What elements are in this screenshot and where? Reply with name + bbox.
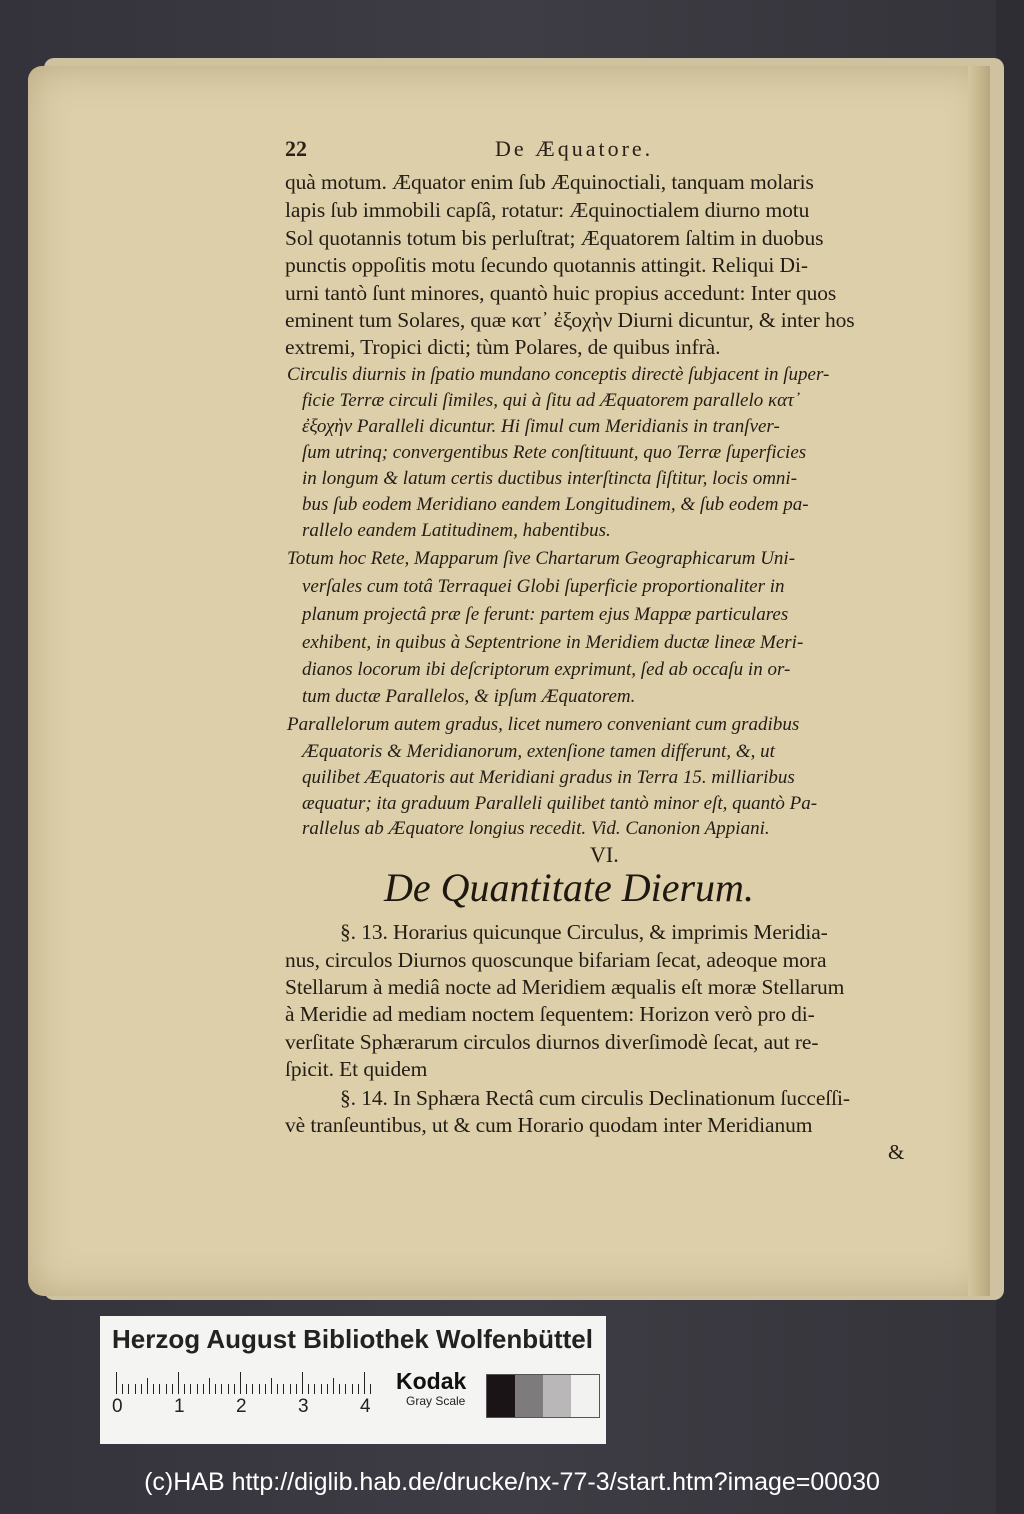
ruler-tick xyxy=(203,1384,204,1394)
ruler-tick xyxy=(116,1372,117,1394)
text-line: verſitate Sphærarum circulos diurnos diverſimodè ſecat, aut re- xyxy=(285,1030,819,1054)
text-line: Stellarum à mediâ nocte ad Meridiem æqualis eſt moræ Stellarum xyxy=(285,975,845,999)
ruler-number: 0 xyxy=(112,1396,123,1417)
ruler-tick xyxy=(271,1378,272,1394)
text-line: Sol quotannis totum bis perluſtrat; Æquatorem ſaltim in duobus xyxy=(285,226,824,250)
ruler-tick xyxy=(345,1384,346,1394)
ruler-tick xyxy=(339,1384,340,1394)
note-line: Circulis diurnis in ſpatio mundano conceptis directè ſubjacent in ſuper- xyxy=(287,364,830,385)
ruler-tick xyxy=(364,1372,365,1394)
ruler-tick xyxy=(166,1384,167,1394)
note-line: Totum hoc Rete, Mapparum ſive Chartarum Geographicarum Uni- xyxy=(287,548,796,569)
ruler-tick xyxy=(327,1384,328,1394)
ruler-tick xyxy=(265,1384,266,1394)
ruler-tick xyxy=(228,1384,229,1394)
text-line: nus, circulos Diurnos quoscunque bifariam ſecat, adeoque mora xyxy=(285,948,827,972)
text-line: à Meridie ad mediam noctem ſequentem: Horizon verò pro di- xyxy=(285,1002,815,1026)
text-line: lapis ſub immobili capſâ, rotatur: Æquinoctialem diurno motu xyxy=(285,198,810,222)
note-line: tum ductæ Parallelos, & ipſum Æquatorem. xyxy=(302,686,636,707)
ruler-tick xyxy=(333,1378,334,1394)
ruler-tick xyxy=(314,1384,315,1394)
note-line: planum projectâ præ ſe ferunt: partem ejus Mappæ particulares xyxy=(302,604,789,625)
text-line: §. 14. In Sphæra Rectâ cum circulis Declinationum ſucceſſi- xyxy=(340,1086,850,1110)
ruler-tick xyxy=(209,1378,210,1394)
note-line: ficie Terræ circuli ſimiles, qui à ſitu ad Æquatorem parallelo κατ᾽ xyxy=(302,390,801,411)
gray-swatch xyxy=(515,1375,543,1417)
note-line: Æquatoris & Meridianorum, extenſione tamen differunt, &, ut xyxy=(302,741,775,762)
note-line: exhibent, in quibus à Septentrione in Meridiem ductæ lineæ Meri- xyxy=(302,632,804,653)
ruler-tick xyxy=(135,1384,136,1394)
note-line: in longum & latum certis ductibus interſtincta ſiſtitur, locis omni- xyxy=(302,468,798,489)
note-line: Parallelorum autem gradus, licet numero conveniant cum gradibus xyxy=(287,714,800,735)
text-line: vè tranſeuntibus, ut & cum Horario quodam inter Meridianum xyxy=(285,1113,813,1137)
note-line: bus ſub eodem Meridiano eandem Longitudinem, & ſub eodem pa- xyxy=(302,494,809,515)
note-line: verſales cum totâ Terraquei Globi ſuperficie proportionaliter in xyxy=(302,576,785,597)
ruler-tick xyxy=(246,1384,247,1394)
text-line: extremi, Tropici dicti; tùm Polares, de quibus infrà. xyxy=(285,335,721,359)
note-line: quilibet Æquatoris aut Meridiani gradus in Terra 15. milliaribus xyxy=(302,767,795,788)
ruler-tick xyxy=(290,1384,291,1394)
ruler-tick xyxy=(252,1384,253,1394)
note-line: ſum utrinq; convergentibus Rete conſtituunt, quo Terræ ſuperficies xyxy=(302,442,807,463)
ruler-tick xyxy=(352,1384,353,1394)
ruler-scale xyxy=(112,1370,374,1417)
ruler-tick xyxy=(221,1384,222,1394)
copyright-footer: (c)HAB http://diglib.hab.de/drucke/nx-77-3/start.htm?image=00030 xyxy=(144,1468,880,1496)
ruler-tick xyxy=(153,1384,154,1394)
text-line: quà motum. Æquator enim ſub Æquinoctiali, tanquam molaris xyxy=(285,170,814,194)
note-line: rallelus ab Æquatore longius recedit. Vid. Canonion Appiani. xyxy=(302,818,770,839)
ruler-number: 1 xyxy=(174,1396,185,1417)
ruler-tick xyxy=(302,1372,303,1394)
ruler-tick xyxy=(147,1378,148,1394)
page-number: 22 xyxy=(285,136,307,161)
ruler-tick xyxy=(370,1384,371,1394)
ruler-tick xyxy=(234,1384,235,1394)
ruler-tick xyxy=(259,1384,260,1394)
ruler-number: 3 xyxy=(298,1396,309,1417)
ruler-tick xyxy=(240,1372,241,1394)
ruler-tick xyxy=(296,1384,297,1394)
ruler-tick xyxy=(190,1384,191,1394)
section-number: VI. xyxy=(590,842,619,867)
note-line: dianos locorum ibi deſcriptorum exprimunt, ſed ab occaſu in or- xyxy=(302,659,791,680)
ruler-tick xyxy=(197,1384,198,1394)
ruler-tick xyxy=(321,1384,322,1394)
page-gutter xyxy=(968,66,990,1296)
ruler-tick xyxy=(184,1384,185,1394)
ruler-tick xyxy=(277,1384,278,1394)
note-line: rallelo eandem Latitudinem, habentibus. xyxy=(302,520,611,541)
text-line: urni tantò ſunt minores, quantò huic propius accedunt: Inter quos xyxy=(285,281,837,305)
ruler-tick xyxy=(215,1384,216,1394)
ruler-tick xyxy=(178,1372,179,1394)
gray-scale-swatches xyxy=(486,1374,600,1418)
catchword: & xyxy=(888,1140,905,1164)
ruler-tick xyxy=(283,1384,284,1394)
ruler-tick xyxy=(141,1384,142,1394)
text-line: §. 13. Horarius quicunque Circulus, & imprimis Meridia- xyxy=(340,920,828,944)
gray-swatch xyxy=(543,1375,571,1417)
ruler-number: 2 xyxy=(236,1396,247,1417)
ruler-tick xyxy=(358,1384,359,1394)
ruler-tick xyxy=(128,1384,129,1394)
text-line: punctis oppoſitis motu ſecundo quotannis attingit. Reliqui Di- xyxy=(285,253,808,277)
gray-scale-label: Gray Scale xyxy=(406,1394,466,1408)
text-line: eminent tum Solares, quæ κατ᾽ ἐξοχὴν Diurni dicuntur, & inter hos xyxy=(285,308,855,332)
section-title: De Quantitate Dierum. xyxy=(384,865,754,910)
running-head xyxy=(285,136,680,166)
ruler-tick xyxy=(159,1384,160,1394)
ruler-number: 4 xyxy=(360,1396,371,1417)
gray-swatch xyxy=(487,1375,515,1417)
ruler-tick xyxy=(122,1384,123,1394)
library-color-bar xyxy=(100,1316,606,1444)
library-name: Herzog August Bibliothek Wolfenbüttel xyxy=(112,1324,593,1354)
ruler-tick xyxy=(308,1384,309,1394)
note-line: ἐξοχὴν Paralleli dicuntur. Hi ſimul cum Meridianis in tranſver- xyxy=(302,416,780,437)
gray-swatch xyxy=(571,1375,599,1417)
kodak-logo: Kodak xyxy=(396,1368,467,1394)
ruler-tick xyxy=(172,1384,173,1394)
running-title: De Æquatore. xyxy=(495,136,654,161)
text-line: ſpicit. Et quidem xyxy=(285,1057,428,1081)
note-line: æquatur; ita graduum Paralleli quilibet tantò minor eſt, quantò Pa- xyxy=(302,793,818,814)
